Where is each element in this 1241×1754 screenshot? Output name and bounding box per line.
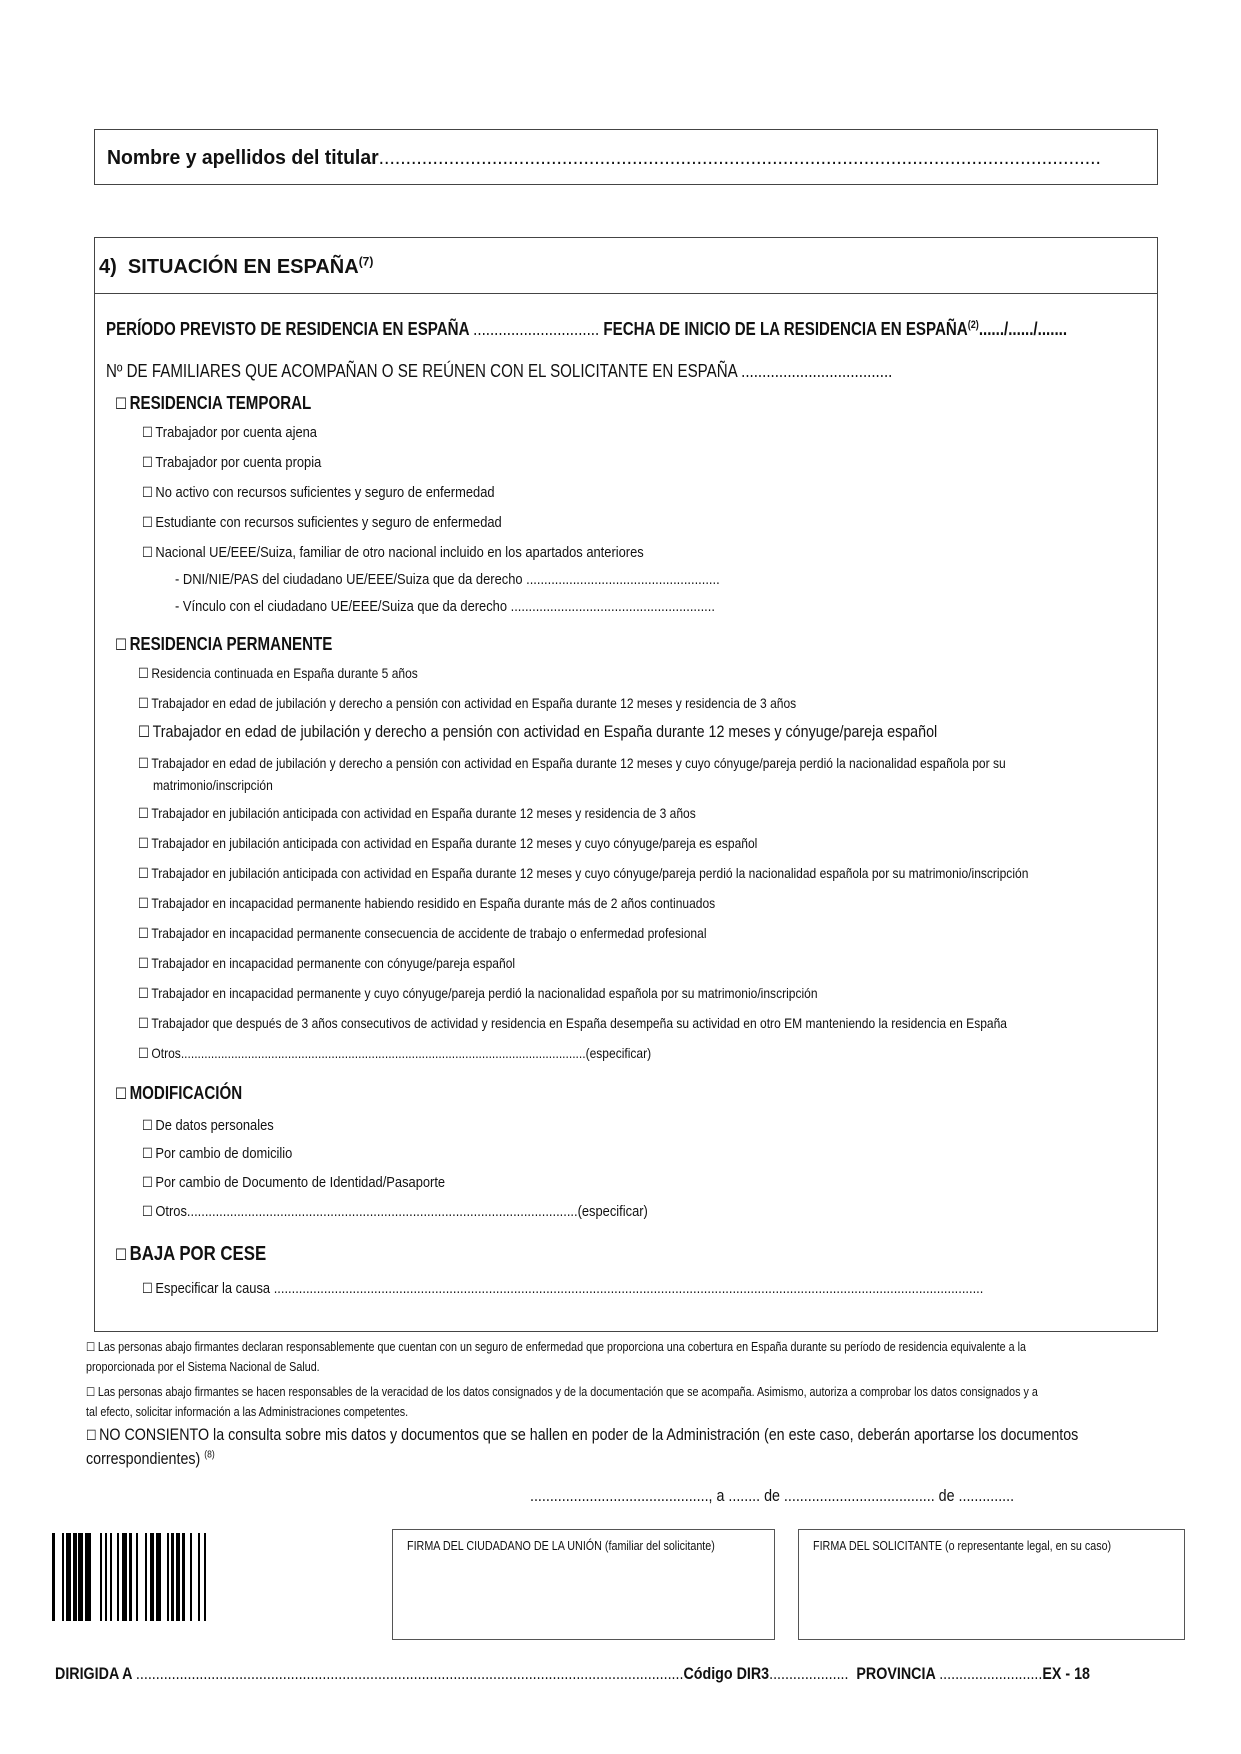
section-header — [95, 238, 1157, 294]
declaration-insurance-cont: proporcionada por el Sistema Nacional de Salud. — [86, 1360, 320, 1374]
permanente-option[interactable]: ☐ Trabajador que después de 3 años consecutivos de actividad y residencia en España desempeña su actividad en otro EM manteniendo la residencia en España — [138, 1015, 1008, 1032]
checkbox-icon: ☐ — [142, 1146, 153, 1162]
temporal-option[interactable]: ☐ Estudiante con recursos suficientes y seguro de enfermedad — [142, 514, 502, 531]
signature-applicant-box[interactable] — [798, 1529, 1185, 1640]
temporal-option[interactable]: ☐ Trabajador por cuenta propia — [142, 454, 322, 471]
checkbox-icon: ☐ — [138, 866, 149, 882]
checkbox-icon: ☐ — [138, 1046, 149, 1062]
checkbox-icon: ☐ — [138, 1016, 149, 1032]
signature-citizen-box[interactable] — [392, 1529, 775, 1640]
declaration-veracity[interactable]: ☐ Las personas abajo firmantes se hacen responsables de la veracidad de los datos consignados y de la documentación que se acompaña. Asimismo, autoriza a comprobar los datos consignados y a — [86, 1385, 1038, 1399]
addressed-to-field[interactable]: .......................................................................................................................................... — [135, 1664, 684, 1683]
checkbox-icon: ☐ — [142, 1281, 153, 1297]
holder-name-box — [94, 129, 1158, 185]
signature-citizen-label: FIRMA DEL CIUDADANO DE LA UNIÓN (familiar del solicitante) — [407, 1539, 715, 1553]
checkbox-icon: ☐ — [138, 896, 149, 912]
start-date-input[interactable]: ....../....../....... — [978, 319, 1068, 339]
period-input[interactable]: .............................. — [473, 319, 600, 339]
holder-name-field[interactable] — [107, 147, 1132, 170]
permanente-option[interactable]: ☐ Trabajador en jubilación anticipada con actividad en España durante 12 meses y cuyo cónyuge/pareja es español — [138, 835, 758, 852]
checkbox-icon: ☐ — [86, 1340, 96, 1354]
checkbox-icon: ☐ — [142, 485, 153, 501]
permanente-option[interactable]: ☐ Trabajador en jubilación anticipada con actividad en España durante 12 meses y cuyo cónyuge/pareja perdió la nacionalidad española por su matrimonio/inscripción — [138, 865, 1029, 882]
relationship-field[interactable]: - Vínculo con el ciudadano UE/EEE/Suiza que da derecho ......................................................... — [175, 598, 715, 615]
barcode-gap — [206, 1533, 209, 1621]
province-field[interactable]: .......................... — [939, 1664, 1043, 1683]
checkbox-icon: ☐ — [142, 1118, 153, 1134]
permanente-option-other[interactable]: ☐ Otros.........................................................................................................................(especificar) — [138, 1045, 652, 1062]
checkbox-icon: ☐ — [138, 836, 149, 852]
temporal-option[interactable]: ☐ Trabajador por cuenta ajena — [142, 424, 317, 441]
checkbox-icon: ☐ — [86, 1385, 96, 1399]
permanente-option[interactable]: ☐ Trabajador en incapacidad permanente consecuencia de accidente de trabajo o enfermedad profesional — [138, 925, 707, 942]
modificacion-option-other[interactable]: ☐ Otros.............................................................................................................(especificar) — [142, 1203, 648, 1220]
permanente-option[interactable]: ☐ Trabajador en jubilación anticipada con actividad en España durante 12 meses y residencia de 3 años — [138, 805, 696, 822]
permanente-option[interactable]: ☐ Trabajador en incapacidad permanente y cuyo cónyuge/pareja perdió la nacionalidad española por su matrimonio/inscripción — [138, 985, 818, 1002]
modificacion-checkbox[interactable]: ☐ MODIFICACIÓN — [115, 1083, 243, 1103]
modificacion-option[interactable]: ☐ De datos personales — [142, 1117, 274, 1134]
temporal-checkbox[interactable]: ☐ RESIDENCIA TEMPORAL — [115, 393, 312, 413]
family-count-input[interactable]: .................................... — [741, 361, 893, 381]
consent-checkbox[interactable]: ☐ NO CONSIENTO la consulta sobre mis datos y documentos que se hallen en poder de la Administración (en este caso, deberán aportarse los documentos — [86, 1425, 1079, 1444]
permanente-option-continuation: matrimonio/inscripción — [153, 777, 273, 793]
checkbox-icon: ☐ — [115, 1245, 128, 1264]
permanente-option[interactable]: ☐ Trabajador en incapacidad permanente con cónyuge/pareja español — [138, 955, 516, 972]
checkbox-icon: ☐ — [138, 926, 149, 942]
dir3-field[interactable]: .................... — [769, 1664, 849, 1683]
footer-row: DIRIGIDA A ..........................................................................................................................................Código DIR3.................... PROVINCIA ..........................EX - 18 — [55, 1664, 1090, 1683]
checkbox-icon: ☐ — [138, 986, 149, 1002]
barcode-gap — [138, 1533, 145, 1621]
section-situacion-box — [94, 237, 1158, 1332]
checkbox-icon: ☐ — [138, 756, 149, 772]
dni-field[interactable]: - DNI/NIE/PAS del ciudadano UE/EEE/Suiza que da derecho ...................................................... — [175, 571, 720, 588]
checkbox-icon: ☐ — [142, 1175, 153, 1191]
permanente-option[interactable]: ☐ Trabajador en edad de jubilación y derecho a pensión con actividad en España durante 12 meses y cónyuge/pareja español — [138, 722, 938, 741]
checkbox-icon: ☐ — [138, 722, 151, 741]
checkbox-icon: ☐ — [142, 425, 153, 441]
checkbox-icon: ☐ — [115, 394, 128, 413]
checkbox-icon: ☐ — [142, 1204, 153, 1220]
checkbox-icon: ☐ — [142, 545, 153, 561]
permanente-option[interactable]: ☐ Trabajador en incapacidad permanente habiendo residido en España durante más de 2 años continuados — [138, 895, 716, 912]
baja-cause-field[interactable]: ☐ Especificar la causa ...................................................................................................................................................................................................... — [142, 1280, 984, 1297]
signature-applicant-label: FIRMA DEL SOLICITANTE (o representante legal, en su caso) — [813, 1539, 1112, 1553]
declaration-insurance[interactable]: ☐ Las personas abajo firmantes declaran responsablemente que cuentan con un seguro de enfermedad que proporciona una cobertura en España durante su período de residencia equivalente a la — [86, 1340, 1026, 1354]
consent-cont: correspondientes) $^{(8)}$ — [86, 1449, 215, 1468]
checkbox-icon: ☐ — [115, 635, 128, 654]
checkbox-icon: ☐ — [138, 956, 149, 972]
family-count-row: Nº DE FAMILIARES QUE ACOMPAÑAN O SE REÚNEN CON EL SOLICITANTE EN ESPAÑA .................................... — [106, 361, 893, 381]
modificacion-option[interactable]: ☐ Por cambio de domicilio — [142, 1145, 293, 1162]
form-code: EX - 18 — [1042, 1664, 1090, 1683]
permanente-checkbox[interactable]: ☐ RESIDENCIA PERMANENTE — [115, 634, 333, 654]
section-title: 4) SITUACIÓN EN ESPAÑA$^{(7)}$ — [99, 254, 374, 278]
permanente-option[interactable]: ☐ Residencia continuada en España durante 5 años — [138, 665, 418, 682]
checkbox-icon: ☐ — [138, 666, 149, 682]
permanente-option[interactable]: ☐ Trabajador en edad de jubilación y derecho a pensión con actividad en España durante 12 meses y cuyo cónyuge/pareja perdió la nacionalidad española por su — [138, 755, 1006, 772]
permanente-option[interactable]: ☐ Trabajador en edad de jubilación y derecho a pensión con actividad en España durante 12 meses y residencia de 3 años — [138, 695, 797, 712]
holder-name-label: Nombre y apellidos del titular...................................................................................................................................... — [107, 147, 1101, 169]
period-row: PERÍODO PREVISTO DE RESIDENCIA EN ESPAÑA .............................. FECHA DE INICIO DE LA RESIDENCIA EN ESPAÑA$^{(2)}$....../....../....... — [106, 319, 1068, 339]
checkbox-icon: ☐ — [138, 696, 149, 712]
barcode-gap — [55, 1533, 62, 1621]
barcode — [52, 1533, 209, 1621]
barcode-gap — [91, 1533, 100, 1621]
checkbox-icon: ☐ — [142, 455, 153, 471]
modificacion-option[interactable]: ☐ Por cambio de Documento de Identidad/Pasaporte — [142, 1174, 446, 1191]
declaration-veracity-cont: tal efecto, solicitar información a las Administraciones competentes. — [86, 1405, 409, 1419]
temporal-option[interactable]: ☐ No activo con recursos suficientes y seguro de enfermedad — [142, 484, 495, 501]
checkbox-icon: ☐ — [138, 806, 149, 822]
checkbox-icon: ☐ — [142, 515, 153, 531]
temporal-option[interactable]: ☐ Nacional UE/EEE/Suiza, familiar de otro nacional incluido en los apartados anteriores — [142, 544, 644, 561]
place-date-field[interactable]: ............................................., a ........ de ...................................... de .............. — [530, 1486, 1015, 1505]
checkbox-icon: ☐ — [115, 1084, 128, 1103]
baja-checkbox[interactable]: ☐ BAJA POR CESE — [115, 1243, 267, 1265]
checkbox-icon: ☐ — [86, 1428, 97, 1444]
